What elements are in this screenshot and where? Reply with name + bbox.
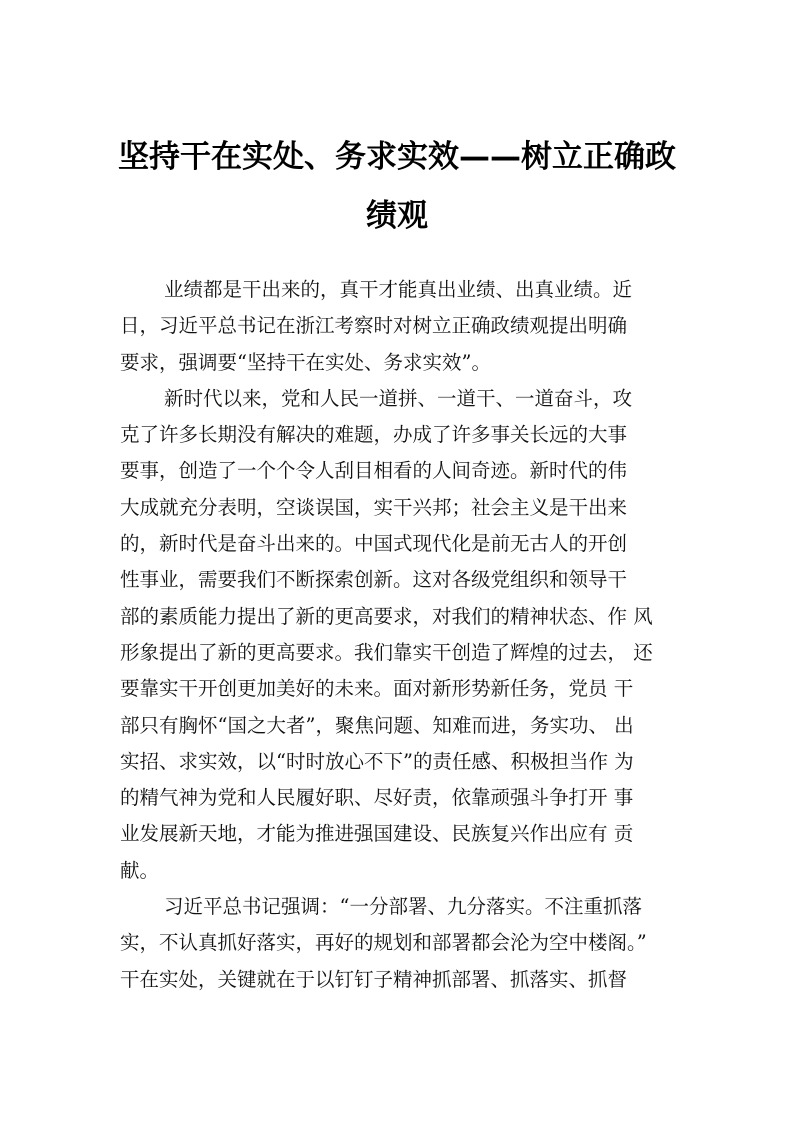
paragraph-1-line: 日，习近平总书记在浙江考察时对树立正确政绩观提出明确 [120,314,628,338]
paragraph-3-line: 干在实处，关键就在于以钉钉子精神抓部署、抓落实、抓督 [120,967,628,991]
paragraph-2-line: 克了许多长期没有解决的难题，办成了许多事关长远的大事 [120,423,628,447]
paragraph-2-line: 性事业，需要我们不断探索创新。这对各级党组织和领导干 [120,568,628,592]
paragraph-2-line: 形象提出了新的更高要求。我们靠实干创造了辉煌的过去， 还 [120,640,653,664]
document-body [120,272,700,998]
document-title-line-2: 绩观 [366,198,428,234]
paragraph-2-line: 要靠实干开创更加美好的未来。面对新形势新任务，党员 干 [120,677,634,701]
paragraph-2-line: 实招、求实效，以“时时放心不下”的责任感、积极担当作 为 [120,749,634,773]
paragraph-1-line: 业绩都是干出来的，真干才能真出业绩、出真业绩。近 [164,278,633,301]
paragraph-2-line: 部只有胸怀“国之大者”，聚焦问题、知难而进，务实功、 出 [120,713,634,737]
paragraph-2-line: 要事，创造了一个个令人刮目相看的人间奇迹。新时代的伟 [120,459,628,483]
paragraph-2-line: 业发展新天地，才能为推进强国建设、民族复兴作出应有 贡 [120,822,634,846]
paragraph-3-line: 实，不认真抓好落实，再好的规划和部署都会沦为空中楼阁。” [120,931,647,955]
paragraph-2-line: 新时代以来，党和人民一道拼、一道干、一道奋斗，攻 [164,386,633,410]
paragraph-3-line: 习近平总书记强调：“一分部署、九分落实。不注重抓落 [164,895,642,919]
document-title-line-1: 坚持干在实处、务求实效——树立正确政 [118,139,676,175]
paragraph-1-line: 要求，强调要“坚持干在实处、务求实效”。 [120,350,491,374]
paragraph-2-line: 献。 [120,858,160,882]
paragraph-2-line: 大成就充分表明，空谈误国，实干兴邦；社会主义是干出来 [120,495,628,519]
paragraph-2-line: 的，新时代是奋斗出来的。中国式现代化是前无古人的开创 [120,532,628,556]
paragraph-2-line: 部的素质能力提出了新的更高要求，对我们的精神状态、作 风 [120,604,653,628]
paragraph-2-line: 的精气神为党和人民履好职、尽好责，依靠顽强斗争打开 事 [120,786,634,810]
